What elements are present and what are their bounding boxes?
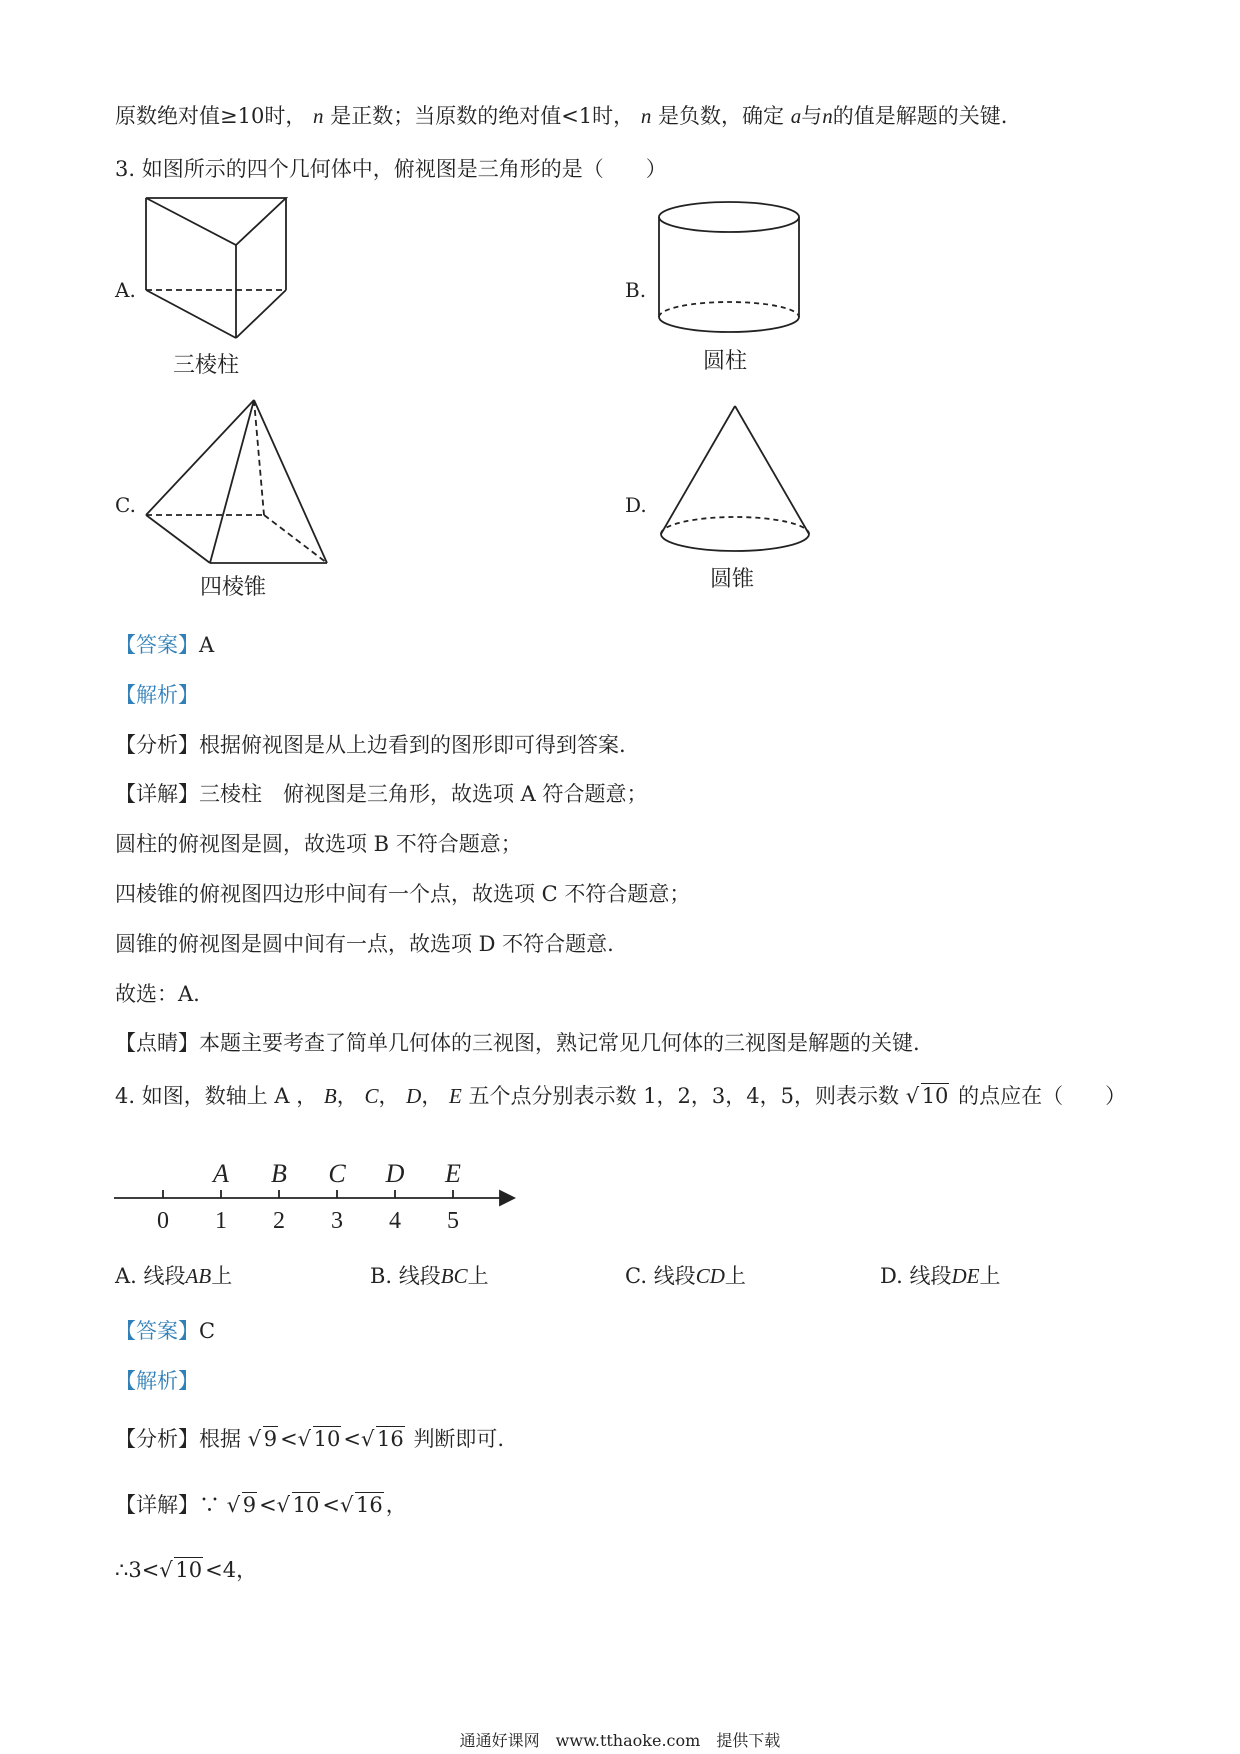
cone-figure <box>655 402 815 557</box>
var-n: n <box>822 104 833 128</box>
q3-xiangjie-line-5: 故选：A. <box>115 982 200 1006</box>
number-line-point-label: B <box>271 1159 287 1188</box>
q4-stem-text: 的点应在（ ） <box>958 1084 1127 1108</box>
q3-xiangjie-line-4: 圆锥的俯视图是圆中间有一点，故选项 D 不符合题意. <box>115 932 614 956</box>
intro-text: <1 <box>561 104 593 128</box>
number-line-tick-label: 1 <box>215 1208 227 1234</box>
q3-option-c-letter: C. <box>115 493 136 517</box>
sqrt-10: √ 10 <box>297 1427 341 1451</box>
because-symbol: ∵ <box>199 1493 220 1517</box>
point-label: B <box>323 1084 337 1108</box>
point-label: E <box>449 1084 462 1108</box>
intro-text: 是正数；当原数的绝对值 <box>330 104 562 128</box>
fenxi-text: 根据 <box>199 1427 241 1451</box>
var-n: n <box>640 104 652 128</box>
less-than: < <box>141 1558 160 1582</box>
intro-text: ≥10 <box>220 104 265 128</box>
segment-label: BC <box>440 1264 468 1288</box>
option-text: 上 <box>211 1264 233 1288</box>
separator: ， <box>336 1084 358 1108</box>
q3-xiangjie-line <box>115 779 648 809</box>
intro-text: 原数绝对值 <box>115 104 220 128</box>
q3-xiangjie-line-2: 圆柱的俯视图是圆，故选项 B 不符合题意； <box>115 832 522 856</box>
segment-label: CD <box>695 1264 725 1288</box>
cylinder-figure <box>655 200 805 342</box>
sqrt-9: √ 9 <box>226 1493 257 1517</box>
option-letter: C. <box>625 1264 647 1288</box>
q3-xiangjie-line-3: 四棱锥的俯视图四边形中间有一个点，故选项 C 不符合题意； <box>115 882 691 906</box>
q4-stem-text: 五个点分别表示数 1，2，3，4，5，则表示数 <box>468 1084 899 1108</box>
number-line-figure <box>110 1140 520 1235</box>
number-line-point-label: D <box>385 1159 405 1188</box>
separator: ， <box>378 1084 400 1108</box>
option-text: 上 <box>467 1264 489 1288</box>
var-a: a <box>790 104 802 128</box>
radicand: 9 <box>263 1427 278 1451</box>
q4-fenxi-line <box>115 1424 504 1454</box>
segment-label: AB <box>185 1264 212 1288</box>
number: 4 <box>222 1558 237 1582</box>
option-text: 线段 <box>909 1264 952 1288</box>
square-pyramid-figure <box>140 395 340 570</box>
q4-conclusion-line <box>115 1555 257 1585</box>
radicand: 10 <box>313 1427 341 1451</box>
intro-text: 与 <box>801 104 823 128</box>
xiangjie-tag: 【详解】 <box>115 782 199 806</box>
intro-text: 的值是解题的关键. <box>832 104 1008 128</box>
option-text: 上 <box>979 1264 1001 1288</box>
radicand: 10 <box>292 1493 320 1517</box>
sqrt-expression <box>906 1081 950 1111</box>
q3-option-b-letter: B. <box>625 278 647 302</box>
q3-option-b-caption: 圆柱 <box>703 349 748 374</box>
number-line-tick-label: 5 <box>447 1208 459 1234</box>
q3-analysis-line <box>115 680 199 710</box>
segment-label: DE <box>951 1264 980 1288</box>
q3-fenxi-line <box>115 730 626 760</box>
fenxi-tag: 【分析】 <box>115 733 199 757</box>
answer-value: A <box>199 633 215 657</box>
q3-option-d-letter: D. <box>625 493 647 517</box>
q4-option-b <box>370 1260 489 1290</box>
q4-analysis-line <box>115 1366 199 1396</box>
option-letter: D. <box>880 1264 903 1288</box>
fenxi-text: 判断即可. <box>413 1427 505 1451</box>
less-than: < <box>280 1427 298 1451</box>
q3-option-d-caption: 圆锥 <box>710 567 755 592</box>
q3-stem: 3. 如图所示的四个几何体中，俯视图是三角形的是（ ） <box>115 157 667 181</box>
q4-answer-line <box>115 1316 215 1346</box>
intro-line <box>115 101 1007 131</box>
radical-sign: √ <box>905 1084 920 1108</box>
number-line-tick-label: 0 <box>157 1208 169 1234</box>
radicand: 9 <box>242 1493 257 1517</box>
comma: ， <box>236 1558 258 1582</box>
answer-tag: 【答案】 <box>115 1319 199 1343</box>
number-line-tick-label: 3 <box>331 1208 343 1234</box>
footer: 通通好课网 www.tthaoke.com 提供下载 <box>459 1731 781 1750</box>
option-text: 线段 <box>398 1264 441 1288</box>
option-text: 线段 <box>143 1264 186 1288</box>
q4-option-a <box>115 1260 232 1290</box>
answer-tag: 【答案】 <box>115 633 199 657</box>
q4-stem <box>115 1081 1126 1111</box>
number-line-point-label: A <box>213 1159 229 1188</box>
var-n: n <box>313 104 324 128</box>
separator: ， <box>421 1084 443 1108</box>
less-than: < <box>343 1427 362 1451</box>
number-line-tick-label: 4 <box>389 1208 401 1234</box>
radicand: 16 <box>356 1493 383 1517</box>
q4-xiangjie-line <box>115 1490 407 1520</box>
q4-option-d <box>880 1260 1000 1290</box>
sqrt-16: √ 16 <box>361 1427 404 1451</box>
intro-text: 是负数，确定 <box>658 104 785 128</box>
analysis-tag: 【解析】 <box>115 1369 199 1393</box>
comma: ， <box>385 1493 407 1517</box>
less-than: < <box>259 1493 277 1517</box>
number-line-point-label: C <box>328 1159 346 1188</box>
option-text: 上 <box>724 1264 746 1288</box>
radicand: 10 <box>175 1558 203 1582</box>
less-than: < <box>322 1493 341 1517</box>
xiangjie-tag: 【详解】 <box>115 1493 199 1517</box>
number-line-arrow <box>500 1191 514 1205</box>
q3-dianjing-line <box>115 1028 920 1058</box>
dianjing-tag: 【点睛】 <box>115 1031 199 1055</box>
analysis-tag: 【解析】 <box>115 683 199 707</box>
option-letter: B. <box>370 1264 393 1288</box>
radicand: 10 <box>921 1084 949 1108</box>
q3-option-c-caption: 四棱锥 <box>200 575 267 600</box>
intro-text: 时， <box>592 104 635 128</box>
xiangjie-text: 三棱柱 俯视图是三角形，故选项 A 符合题意； <box>199 782 648 806</box>
option-text: 线段 <box>653 1264 696 1288</box>
q3-option-a-letter: A. <box>115 278 136 302</box>
less-than: < <box>205 1558 223 1582</box>
sqrt-16: √ 16 <box>340 1493 383 1517</box>
intro-text: 时， <box>264 104 307 128</box>
option-letter: A. <box>115 1264 137 1288</box>
fenxi-text: 根据俯视图是从上边看到的图形即可得到答案. <box>199 733 626 757</box>
q3-option-a-caption: 三棱柱 <box>173 353 240 378</box>
q4-option-c <box>625 1260 746 1290</box>
therefore-symbol: ∴ <box>115 1558 129 1582</box>
number-line-tick-label: 2 <box>273 1208 285 1234</box>
sqrt-10: √ 10 <box>159 1558 203 1582</box>
number: 3 <box>128 1558 142 1582</box>
point-label: C <box>364 1084 379 1108</box>
triangular-prism-figure <box>140 190 300 340</box>
dianjing-text: 本题主要考查了简单几何体的三视图，熟记常见几何体的三视图是解题的关键. <box>199 1031 920 1055</box>
sqrt-10: √ 10 <box>276 1493 320 1517</box>
q4-stem-text: 4. 如图，数轴上 A ， <box>115 1084 318 1108</box>
q3-answer-line <box>115 630 214 660</box>
point-label: D <box>406 1084 422 1108</box>
answer-value: C <box>199 1319 216 1343</box>
number-line-point-label: E <box>445 1159 461 1188</box>
radicand: 16 <box>377 1427 404 1451</box>
fenxi-tag: 【分析】 <box>115 1427 199 1451</box>
sqrt-9: √ 9 <box>247 1427 278 1451</box>
